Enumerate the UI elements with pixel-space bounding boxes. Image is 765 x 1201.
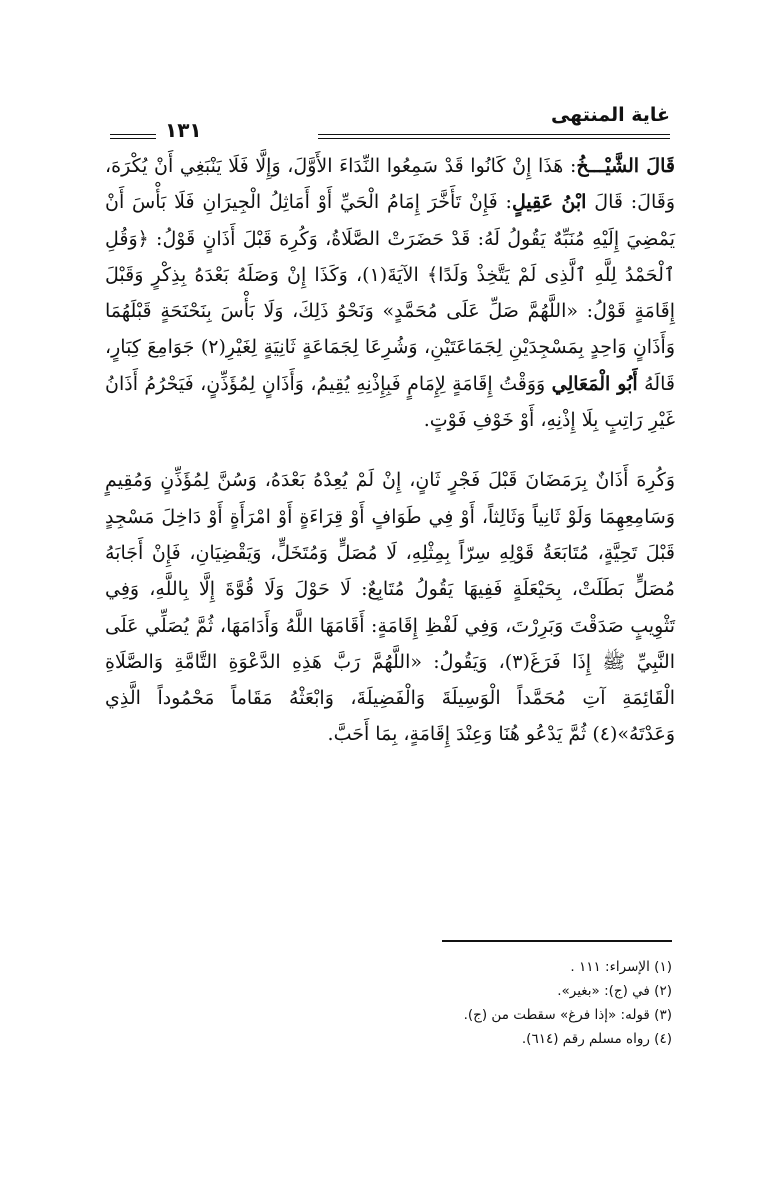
footnote-1: (١) الإسراء: ١١١ . (570, 959, 672, 975)
footnote-separator (442, 940, 672, 942)
header-rule-right (318, 134, 670, 135)
page-number: ١٣١ (165, 118, 202, 142)
p1-segment-2: : فَإِنْ تَأَخَّرَ إِمَامُ الْحَيِّ أَوْ أَمَاثِلُ الْجِيرَانِ فَلَا بَأْسَ أَنْ يَمْضِيَ إِلَيْهِ مُنَبِّهٌ يَقُولُ لَهُ: قَدْ حَضَرَتْ الصَّلَاةُ، وَكُرِهَ قَبْلَ أَذَانٍ قَوْلُ: ﴿وَقُلِ ٱلْحَمْدُ لِلَّهِ ٱلَّذِى لَمْ يَتَّخِذْ وَلَدًا﴾ الآيَةَ(١)، وَكَذَا إِنْ وَصَلَهُ بَعْدَهُ بِذِكْرٍ وَقَبْلَ إِقَامَةٍ قَوْلُ: «اللَّهُمَّ صَلِّ عَلَى مُحَمَّدٍ» وَنَحْوُ ذَلِكَ، وَلَا بَأْسَ بِنَحْنَحَةٍ قَبْلَهُمَا وَأَذَانٍ وَاحِدٍ بِمَسْجِدَيْنِ لِجَمَاعَتَيْنِ، وَشُرِعَا لِجَمَاعَةٍ ثَانِيَةٍ لِغَيْرِ(٢) جَوَامِعَ كِبَارٍ، قَالَهُ (105, 191, 675, 395)
sheikh-name: قَالَ الشَّيْـــخُ (576, 155, 675, 177)
p1-segment-3: وَوَقْتُ إِقَامَةٍ لِإِمَامٍ فَبِإِذْنِهِ يُقِيمُ، وَأَذَانٍ لِمُؤَذِّنٍ، فَيَحْرُمُ أَذَانُ غَيْرِ رَاتِبٍ بِلَا إِذْنِهِ، أَوْ خَوْفِ فَوْتٍ. (105, 372, 675, 432)
ibn-aqil-name: ابْنُ عَقِيلٍ (511, 191, 587, 214)
footnotes (112, 955, 672, 1051)
footnote-2: (٢) في (ج): «بغير». (557, 983, 672, 999)
paragraph-1 (105, 148, 675, 438)
header-rule-left (110, 134, 156, 135)
footnote-4: (٤) رواه مسلم رقم (٦١٤). (521, 1031, 672, 1047)
abu-al-maali-name: أَبُو الْمَعَالِي (551, 372, 638, 395)
running-title: غاية المنتهى (550, 104, 670, 126)
main-text (105, 148, 675, 753)
page-header (110, 104, 670, 144)
p1-segment-1: : هَذَا إِنْ كَانُوا قَدْ سَمِعُوا النِّدَاءَ الأَوَّلَ، وَإِلَّا فَلَا يَنْبَغِي أَنْ يُكْرَهَ، وَقَالَ: قَالَ (105, 155, 676, 214)
paragraph-2: وَكُرِهَ أَذَانٌ بِرَمَضَانَ قَبْلَ فَجْرٍ ثَانٍ، إِنْ لَمْ يُعِدْهُ بَعْدَهُ، وَسُنَّ لِمُؤَذِّنٍ وَمُقِيمٍ وَسَامِعِهِمَا وَلَوْ ثَانِياً وَثَالِثاً، أَوْ فِي طَوَافٍ أَوْ قِرَاءَةٍ أَوْ امْرَأَةٍ أَوْ دَاخِلَ مَسْجِدٍ قَبْلَ تَحِيَّةٍ، مُتَابَعَةُ قَوْلِهِ سِرّاً بِمِثْلِهِ، لَا مُصَلٍّ وَمُتَخَلٍّ، وَيَقْضِيَانِ، فَإِنْ أَجَابَهُ مُصَلٍّ بَطَلَتْ، بِحَيْعَلَةٍ فَفِيهَا يَقُولُ مُتَابِعٌ: لَا حَوْلَ وَلَا قُوَّةَ إِلَّا بِاللَّهِ، وَفِي تَثْوِيبٍ صَدَقْتَ وَبَرِرْتَ، وَفِي لَفْظِ إِقَامَةٍ: أَقَامَهَا اللَّهُ وَأَدَامَهَا، ثُمَّ يُصَلِّي عَلَى النَّبِيِّ ﷺ إِذَا فَرَغَ(٣)، وَيَقُولُ: «اللَّهُمَّ رَبَّ هَذِهِ الدَّعْوَةِ التَّامَّةِ وَالصَّلَاةِ الْقَائِمَةِ آتِ مُحَمَّداً الْوَسِيلَةَ وَالْفَضِيلَةَ، وَابْعَثْهُ مَقَاماً مَحْمُوداً الَّذِي وَعَدْتَهُ»(٤) ثُمَّ يَدْعُو هُنَا وَعِنْدَ إِقَامَةٍ، بِمَا أَحَبَّ. (105, 469, 675, 746)
footnote-3: (٣) قوله: «إذا فرغ» سقطت من (ج). (463, 1007, 672, 1023)
